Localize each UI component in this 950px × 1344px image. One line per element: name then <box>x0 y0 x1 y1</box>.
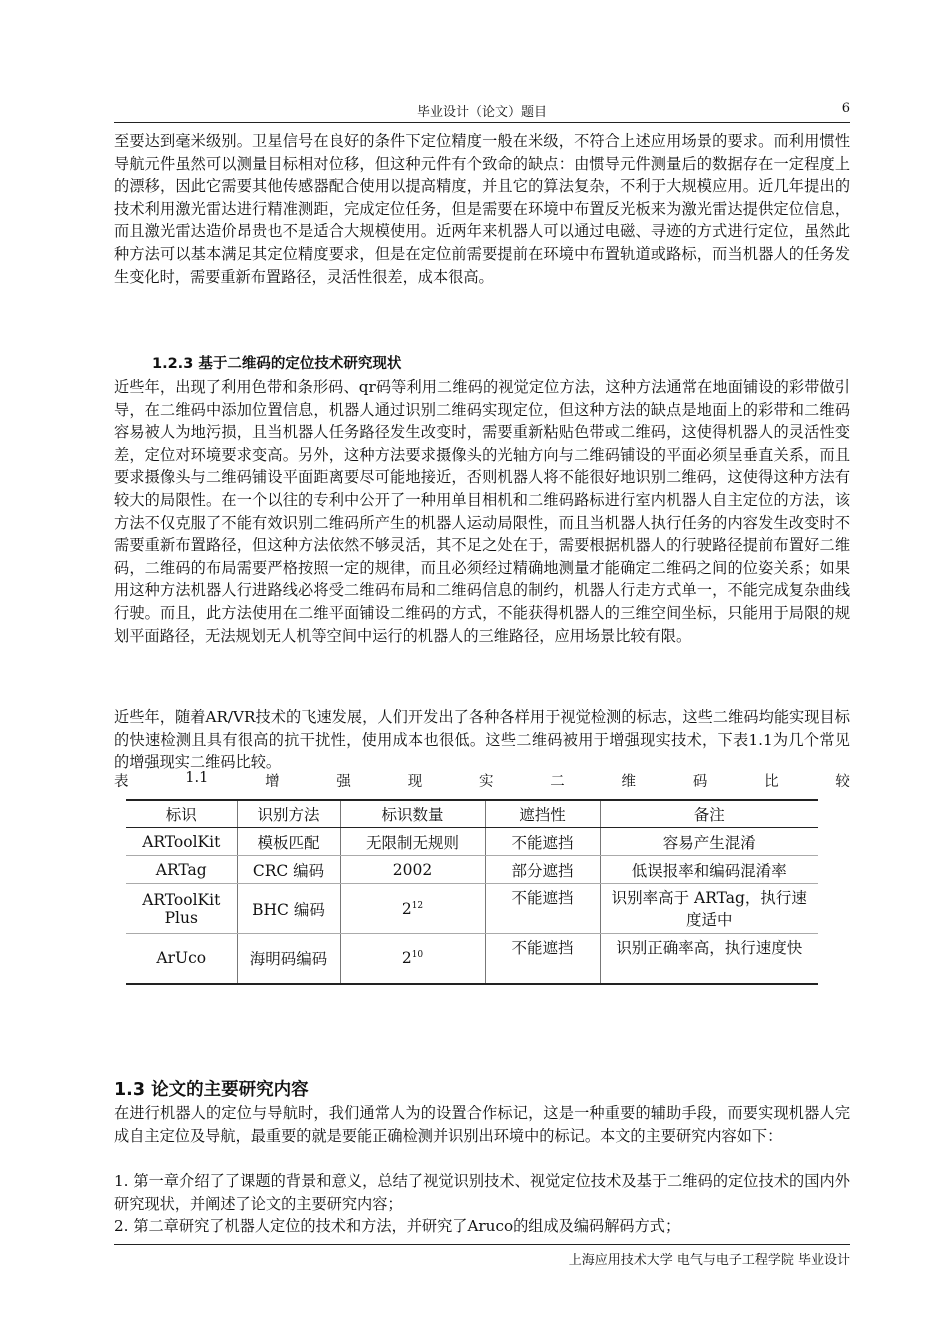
cell-occlusion: 部分遮挡 <box>485 856 600 884</box>
cell-marker: ARTag <box>126 856 237 884</box>
table-row <box>126 884 818 934</box>
footer-text: 上海应用技术大学 电气与电子工程学院 毕业设计 <box>568 1253 850 1268</box>
caption-token: 码 <box>692 774 708 790</box>
marker-comparison-table <box>126 799 818 985</box>
paragraph-ar-markers: 近些年，随着AR/VR技术的飞速发展，人们开发出了各种各样用于视觉检测的标志，这些二维码均能实现目标的快速检测且具有很高的抗干扰性，使用成本也很低。这些二维码被用于增强现实技术，下表1.1为几个常见的增强现实二维码比较。 <box>114 708 850 772</box>
caption-token: 现 <box>407 774 423 790</box>
cell-method: CRC 编码 <box>237 856 340 884</box>
column-header: 标识数量 <box>340 800 485 828</box>
cell-occlusion: 不能遮挡 <box>485 884 600 934</box>
cell-marker: ARToolKit Plus <box>126 884 237 934</box>
cell-method: 海明码编码 <box>237 934 340 984</box>
cell-count <box>340 884 485 934</box>
cell-note: 识别正确率高，执行速度快 <box>600 934 818 984</box>
cell-marker: ARToolKit <box>126 828 237 856</box>
count-base: 2 <box>401 899 412 918</box>
caption-token: 较 <box>835 774 850 790</box>
cell-count: 2002 <box>340 856 485 884</box>
caption-token: 增 <box>265 774 280 790</box>
header-title: 毕业设计（论文）题目 <box>416 105 547 120</box>
cell-marker: ArUco <box>126 934 237 984</box>
list-item-chapter-1: 1. 第一章介绍了了课题的背景和意义，总结了视觉识别技术、视觉定位技术及基于二维码的定位技术的国内外研究现状，并阐述了论文的主要研究内容； <box>114 1172 850 1213</box>
list-item-chapter-2: 2. 第二章研究了机器人定位的技术和方法，并研究了Aruco的组成及编码解码方式； <box>114 1217 681 1235</box>
table-row <box>126 828 818 856</box>
cell-occlusion: 不能遮挡 <box>485 934 600 984</box>
caption-token: 表 <box>114 774 129 790</box>
paragraph-research-intro: 在进行机器人的定位与导航时，我们通常人为的设置合作标记，这是一种重要的辅助手段，而要实现机器人完成自主定位及导航，最重要的就是要能正确检测并识别出环境中的标记。本文的主要研究内容如下： <box>114 1104 850 1145</box>
cell-count: 无限制无规则 <box>340 828 485 856</box>
column-header: 标识 <box>126 800 237 828</box>
table-row <box>126 934 818 984</box>
caption-token: 二 <box>550 774 565 790</box>
column-header: 备注 <box>600 800 818 828</box>
cell-occlusion: 不能遮挡 <box>485 828 600 856</box>
cell-note: 识别率高于 ARTag，执行速度适中 <box>600 884 818 934</box>
caption-token: 1.1 <box>185 770 209 786</box>
column-header: 遮挡性 <box>485 800 600 828</box>
cell-count <box>340 934 485 984</box>
count-base: 2 <box>401 949 412 968</box>
section-heading-1-3: 1.3 论文的主要研究内容 <box>114 1080 309 1100</box>
table-header-row <box>126 800 818 828</box>
cell-method: 模板匹配 <box>237 828 340 856</box>
cell-note: 低误报率和编码混淆率 <box>600 856 818 884</box>
paragraph-intro: 至要达到毫米级别。卫星信号在良好的条件下定位精度一般在米级，不符合上述应用场景的要求。而利用惯性导航元件虽然可以测量目标相对位移，但这种元件有个致命的缺点：由惯导元件测量后的数据存在一定程度上的漂移，因此它需要其他传感器配合使用以提高精度，并且它的算法复杂，不利于大规模应用。近几年提出的技术利用激光雷达进行精准测距，完成定位任务，但是需要在环境中布置反光板来为激光雷达提供定位信息，而且激光雷达造价昂贵也不是适合大规模使用。近两年来机器人可以通过电磁、寻迹的方式进行定位，虽然此种方法可以基本满足其定位精度要求，但是在定位前需要提前在环境中布置轨道或路标，而当机器人的任务发生变化时，需要重新布置路径，灵活性很差，成本很高。 <box>114 132 850 286</box>
paragraph-qr-methods: 近些年，出现了利用色带和条形码、qr码等利用二维码的视觉定位方法，这种方法通常在地面铺设的彩带做引导，在二维码中添加位置信息，机器人通过识别二维码实现定位，但这种方法的缺点是地面上的彩带和二维码容易被人为地污损，且当机器人任务路径发生改变时，需要重新粘贴色带或二维码，这使得机器人的灵活性变差，定位对环境要求变高。另外，这种方法要求摄像头的光轴方向与二维码铺设的平面必须呈垂直关系，而且要求摄像头与二维码铺设平面距离要尽可能地接近，否则机器人将不能很好地识别二维码，这使得这种方法有较大的局限性。在一个以往的专利中公开了一种用单目相机和二维码路标进行室内机器人自主定位的方法，该方法不仅克服了不能有效识别二维码所产生的机器人运动局限性，而且当机器人执行任务的内容发生改变时不需要重新布置路径，但这种方法依然不够灵活，其不足之处在于，需要根据机器人的行驶路径提前布置好二维码，二维码的布局需要严格按照一定的规律，而且必须经过精确地测量才能确定二维码之间的位姿关系；如果用这种方法机器人行进路线必将受二维码布局和二维码信息的制约，机器人行走方式单一，不能完成复杂曲线行驶。而且，此方法使用在二维平面铺设二维码的方式，不能获得机器人的三维空间坐标，只能用于局限的规划平面路径，无法规划无人机等空间中运行的机器人的三维路径，应用场景比较有限。 <box>114 378 850 645</box>
column-header: 识别方法 <box>237 800 340 828</box>
count-exponent: 12 <box>411 900 424 911</box>
caption-token: 实 <box>478 774 494 790</box>
page-footer <box>114 1244 850 1268</box>
page-number: 6 <box>841 101 850 116</box>
table-row <box>126 856 818 884</box>
cell-note: 容易产生混淆 <box>600 828 818 856</box>
page-header <box>114 100 850 123</box>
caption-token: 维 <box>621 774 637 790</box>
caption-token: 比 <box>764 774 779 790</box>
count-exponent: 10 <box>411 950 424 961</box>
cell-method: BHC 编码 <box>237 884 340 934</box>
caption-token: 强 <box>336 774 351 790</box>
section-heading-1-2-3: 1.2.3 基于二维码的定位技术研究现状 <box>152 356 402 372</box>
table-caption <box>114 770 850 791</box>
